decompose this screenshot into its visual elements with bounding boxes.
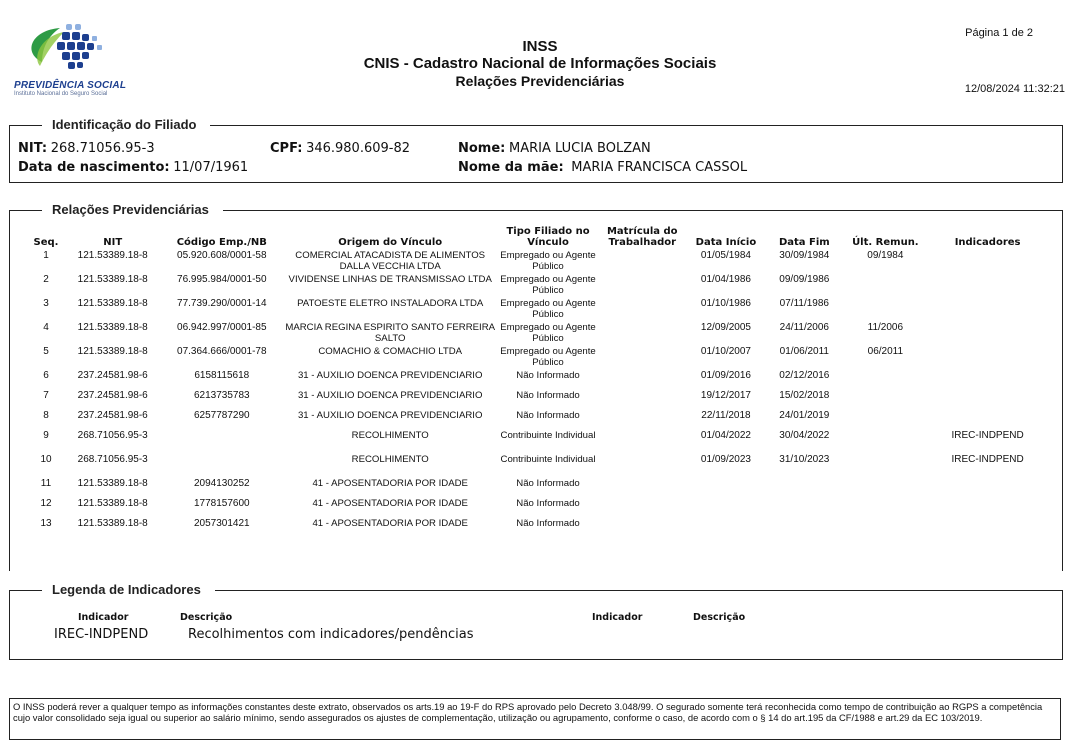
table-row bbox=[28, 454, 1048, 478]
cell-indicadores bbox=[927, 346, 1048, 370]
relacoes-section-title: Relações Previdenciárias bbox=[42, 202, 223, 217]
cell-fim: 31/10/2023 bbox=[779, 454, 830, 465]
cell-fim: 15/02/2018 bbox=[779, 390, 830, 401]
table-row bbox=[28, 298, 1048, 322]
table-row bbox=[28, 410, 1048, 430]
cell-indicadores bbox=[927, 322, 1048, 346]
cell-seq: 5 bbox=[43, 346, 49, 357]
cell-nit: 268.71056.95-3 bbox=[77, 430, 148, 441]
cell-nit: 121.53389.18-8 bbox=[77, 478, 148, 489]
table-row bbox=[28, 250, 1048, 274]
nascimento-field bbox=[18, 159, 248, 175]
col-ult-remun: Últ. Remun. bbox=[852, 237, 919, 248]
cell-nit: 121.53389.18-8 bbox=[77, 250, 148, 261]
cell-inicio bbox=[687, 498, 765, 518]
legenda-section-title: Legenda de Indicadores bbox=[42, 582, 215, 597]
cell-inicio: 01/04/2022 bbox=[700, 430, 751, 441]
table-row bbox=[28, 346, 1048, 370]
cell-nit: 121.53389.18-8 bbox=[77, 498, 148, 509]
cell-origem: MARCIA REGINA ESPIRITO SANTO FERREIRA SALTO bbox=[285, 322, 496, 344]
cell-codigo: 2094130252 bbox=[193, 478, 250, 489]
nome-field bbox=[458, 140, 651, 156]
timestamp: 12/08/2024 11:32:21 bbox=[964, 83, 1065, 95]
mae-label: Nome da mãe: bbox=[458, 160, 564, 175]
logo-text: PREVIDÊNCIA SOCIAL bbox=[14, 80, 127, 91]
nit-label: NIT: bbox=[18, 141, 48, 156]
cell-matricula bbox=[598, 430, 687, 454]
cell-inicio: 22/11/2018 bbox=[701, 410, 751, 421]
cell-indicadores bbox=[927, 518, 1048, 538]
cell-nit: 121.53389.18-8 bbox=[77, 322, 148, 333]
cell-fim: 02/12/2016 bbox=[779, 370, 830, 381]
cell-origem: 31 - AUXILIO DOENCA PREVIDENCIARIO bbox=[297, 370, 483, 381]
nit-field bbox=[18, 140, 155, 156]
col-tipo-line1: Tipo Filiado no bbox=[506, 226, 590, 237]
cell-codigo: 6213735783 bbox=[193, 390, 250, 401]
nome-label: Nome: bbox=[458, 141, 506, 156]
cell-indicadores: IREC-INDPEND bbox=[951, 454, 1024, 465]
relacoes-table-header bbox=[28, 226, 1048, 250]
cell-codigo: 06.942.997/0001-85 bbox=[177, 322, 267, 333]
header-title-inss: INSS bbox=[522, 38, 558, 55]
cell-tipo: Contribuinte Individual bbox=[500, 430, 596, 441]
cell-codigo: 2057301421 bbox=[193, 518, 250, 529]
cell-inicio: 01/09/2016 bbox=[700, 370, 751, 381]
cell-ult-remun bbox=[844, 370, 928, 390]
cell-ult-remun bbox=[844, 478, 928, 498]
cell-tipo: Empregado ou Agente Público bbox=[500, 250, 596, 272]
cell-codigo: 6158115618 bbox=[194, 370, 250, 381]
cell-inicio: 01/05/1984 bbox=[700, 250, 751, 261]
cell-indicadores bbox=[927, 274, 1048, 298]
cell-fim: 30/04/2022 bbox=[779, 430, 830, 441]
col-mat-line1: Matrícula do bbox=[606, 226, 678, 237]
footer-disclaimer: O INSS poderá rever a qualquer tempo as informações constantes deste extrato, observados os arts.19 ao 19-F do RPS aprovado pelo Decreto 3.048/99. O segurado somente terá reconhecida como tempo de contribuição ao RGPS a competência cujo valor consolidado seja igual ou superior ao salário mínimo, sendo assegurados os ajustes de complementação, utilização ou agrupamento, conforme o caso, de acordo com o § 14 do art.195 da CF/1988 e art.29 da EC 103/2019. bbox=[9, 698, 1061, 740]
cell-fim: 07/11/1986 bbox=[779, 298, 829, 309]
cell-origem: PATOESTE ELETRO INSTALADORA LTDA bbox=[297, 298, 484, 309]
table-row bbox=[28, 370, 1048, 390]
table-row bbox=[28, 322, 1048, 346]
cell-inicio: 01/09/2023 bbox=[700, 454, 751, 465]
table-row bbox=[28, 274, 1048, 298]
cell-tipo: Não Informado bbox=[516, 498, 580, 509]
cell-inicio bbox=[687, 478, 765, 498]
cell-origem: COMACHIO & COMACHIO LTDA bbox=[318, 346, 463, 357]
cell-nit: 121.53389.18-8 bbox=[77, 346, 148, 357]
cell-origem: RECOLHIMENTO bbox=[351, 430, 429, 441]
nascimento-label: Data de nascimento: bbox=[18, 160, 170, 175]
cell-seq: 13 bbox=[40, 518, 52, 529]
cell-fim: 24/01/2019 bbox=[779, 410, 830, 421]
cell-codigo bbox=[161, 430, 282, 454]
col-tipo bbox=[498, 226, 598, 250]
cell-ult-remun bbox=[844, 410, 928, 430]
cell-seq: 10 bbox=[40, 454, 52, 465]
cell-fim: 30/09/1984 bbox=[779, 250, 830, 261]
cell-ult-remun bbox=[844, 518, 928, 538]
cell-matricula bbox=[598, 346, 687, 370]
cell-tipo: Não Informado bbox=[516, 478, 580, 489]
col-origem: Origem do Vínculo bbox=[338, 237, 443, 248]
nascimento-value: 11/07/1961 bbox=[173, 160, 249, 175]
cell-inicio: 01/10/2007 bbox=[700, 346, 751, 357]
cell-inicio: 12/09/2005 bbox=[700, 322, 751, 333]
cell-nit: 121.53389.18-8 bbox=[77, 298, 148, 309]
cell-indicadores bbox=[927, 498, 1048, 518]
cpf-value: 346.980.609-82 bbox=[306, 141, 410, 156]
cell-inicio bbox=[687, 518, 765, 538]
legenda-section bbox=[9, 590, 1063, 660]
cell-matricula bbox=[598, 322, 687, 346]
cell-nit: 121.53389.18-8 bbox=[77, 274, 148, 285]
table-row bbox=[28, 430, 1048, 454]
cell-matricula bbox=[598, 274, 687, 298]
header-title-cnis: CNIS - Cadastro Nacional de Informações Sociais bbox=[363, 55, 717, 72]
cell-fim bbox=[765, 478, 843, 498]
col-mat-line2: Trabalhador bbox=[608, 237, 677, 248]
legenda-col-indicador-2: Indicador bbox=[592, 612, 643, 623]
cell-inicio: 01/04/1986 bbox=[700, 274, 751, 285]
col-nit: NIT bbox=[103, 237, 123, 248]
cell-fim: 01/06/2011 bbox=[779, 346, 829, 357]
previdencia-logo-icon bbox=[12, 22, 137, 82]
cell-seq: 1 bbox=[43, 250, 49, 261]
legenda-col-descricao-2: Descrição bbox=[693, 612, 746, 623]
table-row bbox=[28, 518, 1048, 538]
cell-nit: 237.24581.98-6 bbox=[77, 390, 148, 401]
legenda-item-indicador: IREC-INDPEND bbox=[54, 627, 149, 642]
legenda-col-descricao: Descrição bbox=[180, 612, 233, 623]
cell-origem: 31 - AUXILIO DOENCA PREVIDENCIARIO bbox=[297, 410, 483, 421]
cell-codigo: 07.364.666/0001-78 bbox=[177, 346, 267, 357]
cell-seq: 8 bbox=[43, 410, 49, 421]
cell-matricula bbox=[598, 498, 687, 518]
cell-indicadores: IREC-INDPEND bbox=[951, 430, 1024, 441]
cell-origem: COMERCIAL ATACADISTA DE ALIMENTOS DALLA VECCHIA LTDA bbox=[295, 250, 486, 272]
col-matricula bbox=[598, 226, 687, 250]
cell-indicadores bbox=[927, 250, 1048, 274]
cell-ult-remun bbox=[844, 274, 928, 298]
mae-value: MARIA FRANCISCA CASSOL bbox=[571, 160, 748, 175]
cell-nit: 121.53389.18-8 bbox=[77, 518, 148, 529]
col-seq: Seq. bbox=[33, 237, 59, 248]
cell-tipo: Empregado ou Agente Público bbox=[500, 322, 596, 344]
cell-indicadores bbox=[927, 370, 1048, 390]
col-tipo-line2: Vínculo bbox=[527, 237, 569, 248]
cell-nit: 237.24581.98-6 bbox=[77, 370, 148, 381]
cell-seq: 12 bbox=[40, 498, 52, 509]
cell-codigo: 6257787290 bbox=[193, 410, 250, 421]
cell-tipo: Contribuinte Individual bbox=[500, 454, 596, 465]
col-codigo: Código Emp./NB bbox=[176, 237, 267, 248]
cell-tipo: Não Informado bbox=[516, 410, 580, 421]
cell-ult-remun bbox=[844, 298, 928, 322]
cpf-field bbox=[270, 140, 410, 156]
header-title-relacoes: Relações Previdenciárias bbox=[455, 73, 625, 89]
cell-fim: 24/11/2006 bbox=[779, 322, 829, 333]
cell-indicadores bbox=[927, 390, 1048, 410]
cell-codigo: 05.920.608/0001-58 bbox=[177, 250, 267, 261]
cell-fim bbox=[765, 518, 843, 538]
cell-seq: 2 bbox=[43, 274, 49, 285]
filiado-section-title: Identificação do Filiado bbox=[42, 117, 210, 132]
cell-fim: 09/09/1986 bbox=[779, 274, 830, 285]
cell-ult-remun bbox=[844, 498, 928, 518]
col-indicadores: Indicadores bbox=[954, 237, 1021, 248]
nit-value: 268.71056.95-3 bbox=[50, 141, 155, 156]
cell-tipo: Empregado ou Agente Público bbox=[500, 274, 596, 296]
cell-codigo: 76.995.984/0001-50 bbox=[177, 274, 267, 285]
cell-indicadores bbox=[927, 410, 1048, 430]
cell-nit: 237.24581.98-6 bbox=[77, 410, 148, 421]
cell-matricula bbox=[598, 298, 687, 322]
cell-ult-remun: 09/1984 bbox=[867, 250, 904, 261]
relacoes-table bbox=[28, 226, 1048, 538]
cell-nit: 268.71056.95-3 bbox=[77, 454, 148, 465]
cell-origem: 41 - APOSENTADORIA POR IDADE bbox=[312, 498, 468, 509]
cell-indicadores bbox=[927, 478, 1048, 498]
cell-ult-remun: 11/2006 bbox=[867, 322, 904, 333]
cell-origem: RECOLHIMENTO bbox=[351, 454, 429, 465]
logo-subtitle: Instituto Nacional do Seguro Social bbox=[14, 91, 108, 97]
cell-origem: 31 - AUXILIO DOENCA PREVIDENCIARIO bbox=[297, 390, 483, 401]
cell-matricula bbox=[598, 478, 687, 498]
cell-seq: 9 bbox=[43, 430, 49, 441]
cell-seq: 11 bbox=[40, 478, 52, 489]
cell-ult-remun: 06/2011 bbox=[867, 346, 904, 357]
cell-codigo bbox=[161, 454, 282, 478]
cell-matricula bbox=[598, 410, 687, 430]
cell-codigo: 77.739.290/0001-14 bbox=[177, 298, 267, 309]
cell-origem: 41 - APOSENTADORIA POR IDADE bbox=[312, 518, 468, 529]
cpf-label: CPF: bbox=[270, 141, 303, 156]
cell-matricula bbox=[598, 370, 687, 390]
cell-fim bbox=[765, 498, 843, 518]
col-fim: Data Fim bbox=[778, 237, 830, 248]
cell-tipo: Não Informado bbox=[516, 390, 580, 401]
cell-ult-remun bbox=[844, 390, 928, 410]
cell-origem: 41 - APOSENTADORIA POR IDADE bbox=[312, 478, 468, 489]
table-row bbox=[28, 390, 1048, 410]
cell-seq: 3 bbox=[43, 298, 49, 309]
table-row bbox=[28, 498, 1048, 518]
cell-codigo: 1778157600 bbox=[193, 498, 250, 509]
cell-ult-remun bbox=[844, 454, 928, 478]
col-inicio: Data Início bbox=[695, 237, 757, 248]
legenda-col-indicador: Indicador bbox=[78, 612, 129, 623]
cell-origem: VIVIDENSE LINHAS DE TRANSMISSAO LTDA bbox=[288, 274, 492, 285]
cell-tipo: Empregado ou Agente Público bbox=[500, 346, 596, 368]
cell-tipo: Empregado ou Agente Público bbox=[500, 298, 596, 320]
cell-ult-remun bbox=[844, 430, 928, 454]
cell-indicadores bbox=[927, 298, 1048, 322]
cell-matricula bbox=[598, 250, 687, 274]
cell-seq: 7 bbox=[43, 390, 49, 401]
cell-seq: 4 bbox=[43, 322, 49, 333]
cell-inicio: 19/12/2017 bbox=[700, 390, 751, 401]
cell-inicio: 01/10/1986 bbox=[700, 298, 751, 309]
nome-value: MARIA LUCIA BOLZAN bbox=[509, 141, 651, 156]
cell-matricula bbox=[598, 518, 687, 538]
cell-tipo: Não Informado bbox=[516, 518, 580, 529]
cell-matricula bbox=[598, 454, 687, 478]
mae-field bbox=[458, 159, 747, 175]
cell-matricula bbox=[598, 390, 687, 410]
cell-tipo: Não Informado bbox=[516, 370, 580, 381]
cell-seq: 6 bbox=[43, 370, 49, 381]
legenda-item-descricao: Recolhimentos com indicadores/pendências bbox=[188, 627, 474, 642]
page-number: Página 1 de 2 bbox=[965, 27, 1033, 39]
table-row bbox=[28, 478, 1048, 498]
